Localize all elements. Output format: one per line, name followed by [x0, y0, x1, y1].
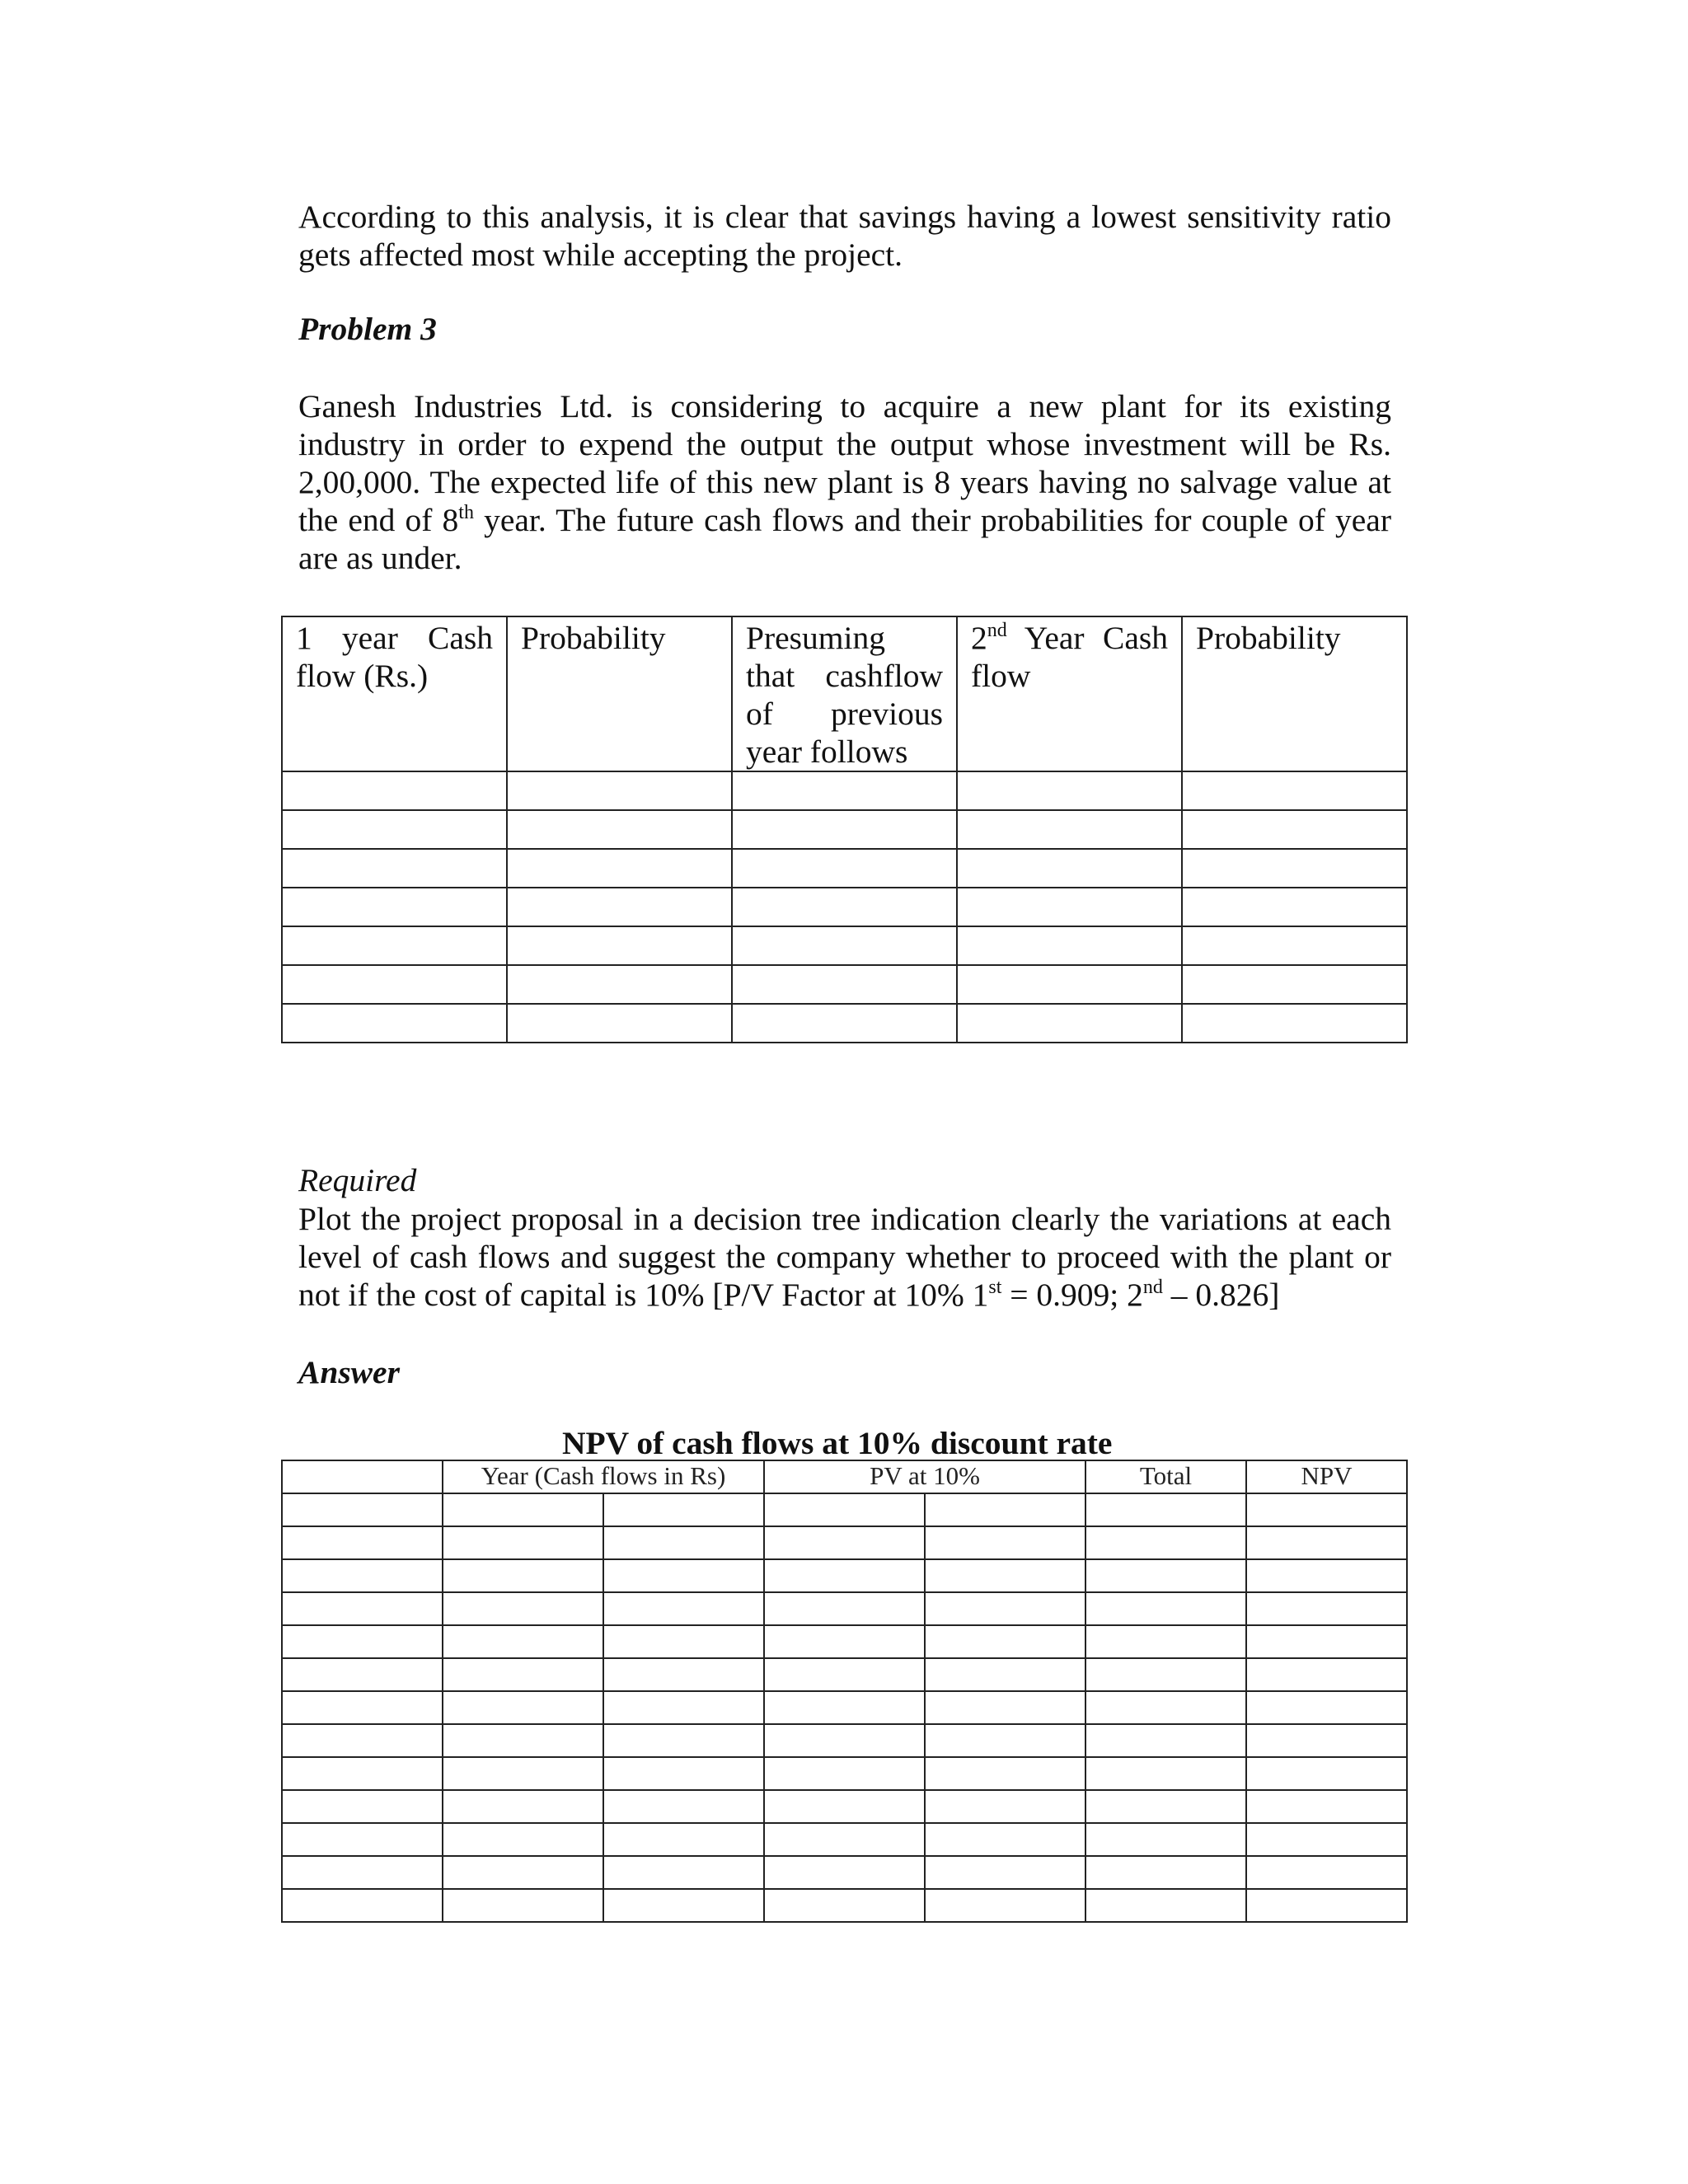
problem-line: industry in order to expend the output the output whose investment will be Rs.: [298, 426, 1391, 462]
header-presuming: Presuming that cashflow of previous year follows: [732, 616, 957, 771]
problem-paragraph: [298, 387, 1391, 577]
header-pv: PV at 10%: [764, 1460, 1085, 1493]
table-row: [282, 926, 1407, 965]
cashflow-probability-table: [281, 616, 1408, 1043]
table-row: [282, 888, 1407, 926]
table-row: [282, 1592, 1407, 1625]
table-row: [282, 1625, 1407, 1658]
header-blank: [282, 1460, 443, 1493]
table-row: [282, 1559, 1407, 1592]
answer-heading: Answer: [298, 1354, 400, 1390]
table-row: [282, 1691, 1407, 1724]
table-row: [282, 1526, 1407, 1559]
table-row: [282, 1790, 1407, 1823]
header-total: Total: [1085, 1460, 1246, 1493]
npv-table-title: NPV of cash flows at 10% discount rate: [562, 1425, 1113, 1461]
table-row: [282, 1823, 1407, 1856]
problem-heading: Problem 3: [298, 311, 437, 347]
table-row: [282, 965, 1407, 1004]
problem-line: 2,00,000. The expected life of this new plant is 8 years having no salvage value at: [298, 464, 1391, 500]
table-row: [282, 1658, 1407, 1691]
table-row: [282, 1856, 1407, 1889]
required-line: Plot the project proposal in a decision tree indication clearly the variations at each: [298, 1201, 1391, 1237]
header-year1-cashflow: 1 year Cash flow (Rs.): [282, 616, 507, 771]
problem-line: are as under.: [298, 540, 462, 576]
table-header-row: [282, 1460, 1407, 1493]
table-row: [282, 849, 1407, 888]
table-row: [282, 1757, 1407, 1790]
table-header-row: [282, 616, 1407, 771]
header-year-cashflows: Year (Cash flows in Rs): [443, 1460, 764, 1493]
problem-line: the end of 8th year. The future cash flows and their probabilities for couple of year: [298, 502, 1391, 538]
table-row: [282, 771, 1407, 810]
problem-line: Ganesh Industries Ltd. is considering to acquire a new plant for its existing: [298, 388, 1391, 424]
required-label: Required: [298, 1162, 417, 1198]
table-row: [282, 810, 1407, 849]
table-row: [282, 1889, 1407, 1922]
intro-paragraph: [298, 198, 1391, 274]
intro-line: According to this analysis, it is clear that savings having a lowest sensitivity ratio: [298, 199, 1391, 235]
table-row: [282, 1724, 1407, 1757]
required-line: level of cash flows and suggest the company whether to proceed with the plant or: [298, 1239, 1391, 1275]
npv-table: [281, 1460, 1408, 1923]
header-probability-1: Probability: [507, 616, 732, 771]
intro-line: gets affected most while accepting the project.: [298, 237, 903, 273]
table-row: [282, 1493, 1407, 1526]
header-probability-2: Probability: [1182, 616, 1407, 771]
required-line: not if the cost of capital is 10% [P/V Factor at 10% 1st = 0.909; 2nd – 0.826]: [298, 1277, 1280, 1313]
header-npv: NPV: [1246, 1460, 1407, 1493]
table-row: [282, 1004, 1407, 1043]
required-paragraph: [298, 1200, 1391, 1314]
header-year2-cashflow: 2nd Year Cash flow: [957, 616, 1182, 771]
